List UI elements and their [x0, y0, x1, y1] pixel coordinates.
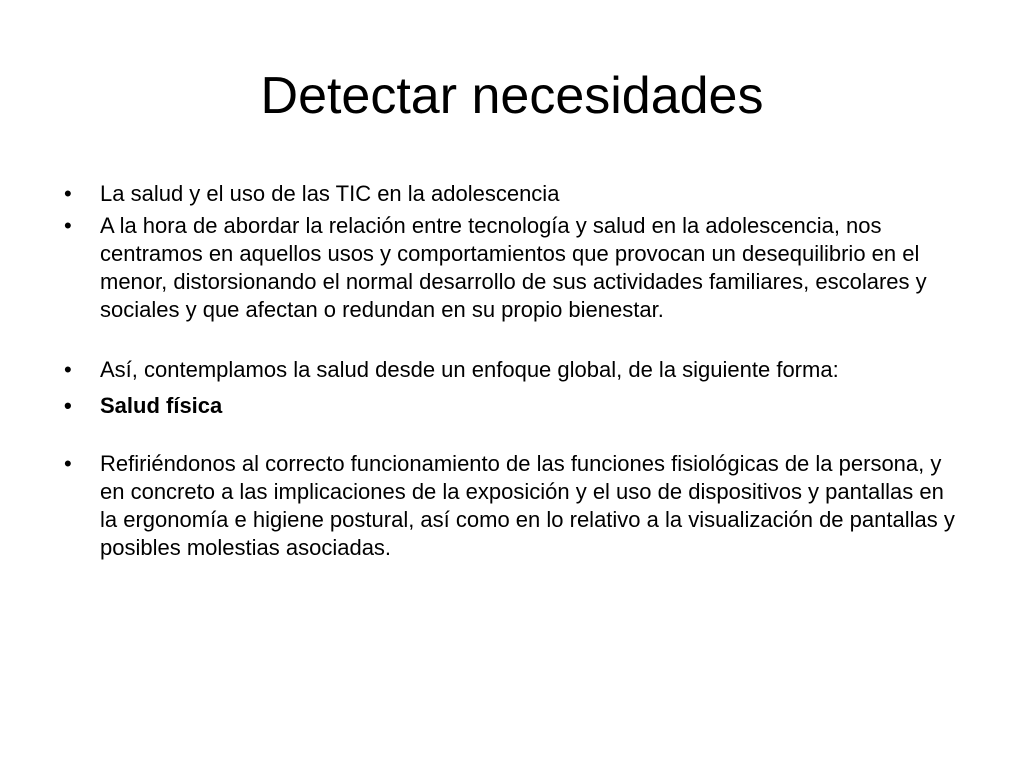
bullet-text: Así, contemplamos la salud desde un enfoque global, de la siguiente forma:	[100, 357, 839, 382]
bullet-text: La salud y el uso de las TIC en la adolescencia	[100, 181, 560, 206]
bullet-icon: •	[64, 213, 72, 238]
bullet-item-heading	[64, 392, 964, 420]
bullet-icon: •	[64, 393, 72, 418]
bullet-icon: •	[64, 181, 72, 206]
bullet-icon: •	[64, 451, 72, 476]
bullet-item	[64, 356, 964, 384]
bullet-text: A la hora de abordar la relación entre tecnología y salud en la adolescencia, nos centramos en aquellos usos y comportamientos que provocan un desequilibrio en el menor, distorsionando el normal desarrollo de sus actividades familiares, escolares y sociales y que afectan o redundan en su propio bienestar.	[100, 213, 927, 322]
bullet-list	[64, 180, 964, 562]
bullet-text: Salud física	[100, 393, 223, 418]
bullet-text: Refiriéndonos al correcto funcionamiento de las funciones fisiológicas de la persona, y en concreto a las implicaciones de la exposición y el uso de dispositivos y pantallas en la ergonomía e higiene postural, así como en lo relativo a la visualización de pantallas y posibles molestias asociadas.	[100, 451, 955, 560]
bullet-item	[64, 180, 964, 208]
slide-title: Detectar necesidades	[260, 67, 764, 125]
bullet-icon: •	[64, 357, 72, 382]
bullet-item	[64, 450, 964, 562]
bullet-item	[64, 212, 964, 324]
